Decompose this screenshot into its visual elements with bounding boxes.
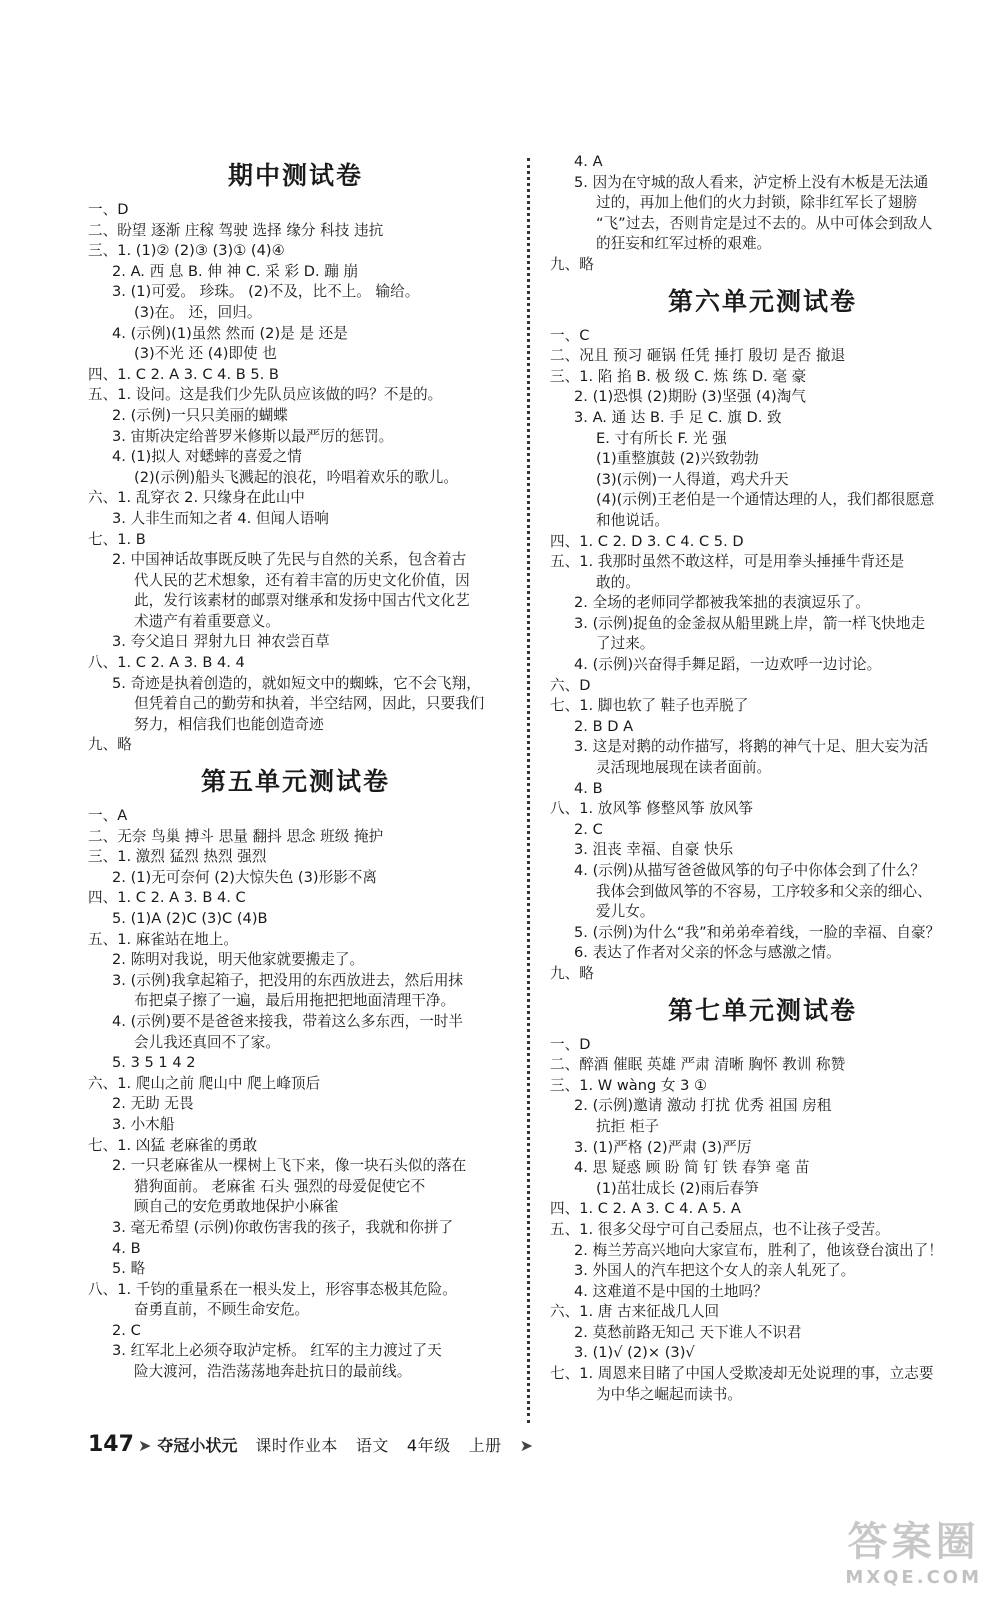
answer-line: 二、醉酒 催眠 英雄 严肃 清晰 胸怀 教训 称赞: [550, 1056, 846, 1074]
footer-subject: 语文: [355, 1436, 389, 1455]
answer-line: 一、A: [88, 807, 128, 825]
answer-line: 一、D: [550, 1035, 591, 1053]
page-footer: [88, 1432, 539, 1457]
unit4-continued-answers: [550, 152, 975, 276]
answer-line: 3. 毫无希望 (示例)你敢伤害我的孩子，我就和你拼了: [112, 1218, 454, 1236]
footer-book: 课时作业本: [255, 1436, 338, 1455]
answer-line: 3. (1)√ (2)× (3)√: [574, 1344, 695, 1362]
answer-line: 三、1. 陷 掐 B. 极 级 C. 炼 练 D. 毫 豪: [550, 367, 807, 385]
answer-line: 为中华之崛起而读书。: [596, 1385, 742, 1403]
arrow-icon: ➤: [519, 1436, 533, 1455]
watermark-url: MXQE.COM: [845, 1567, 982, 1588]
answer-line: 六、D: [550, 676, 591, 694]
watermark: [845, 1510, 982, 1588]
answer-line: 代人民的艺术想象，还有着丰富的历史文化价值，因: [134, 571, 470, 589]
answer-line: 5. 因为在守城的敌人看来，泸定桥上没有木板是无法通: [574, 173, 929, 191]
column-divider: [527, 158, 530, 1423]
answer-line: 五、1. 设问。这是我们少先队员应该做的吗？不是的。: [88, 386, 443, 404]
answer-line: 3. 外国人的汽车把这个女人的亲人轧死了。: [574, 1262, 856, 1280]
answer-line: 4. (示例)从描写爸爸做风筝的句子中你体会到了什么？: [574, 862, 926, 879]
answer-line: 过的，再加上他们的火力封锁，除非红军长了翅膀: [596, 194, 918, 212]
answer-line: 6. 表达了作者对父亲的怀念与感激之情。: [574, 944, 841, 962]
answer-line: E. 寸有所长 F. 光 强: [596, 429, 727, 447]
answer-line: 2. 陈明对我说，明天他家就要搬走了。: [112, 951, 365, 969]
answer-line: 灵活现地展现在读者面前。: [596, 759, 772, 777]
answer-line: (4)(示例)王老伯是一个通情达理的人，我们都很愿意: [596, 491, 935, 509]
answer-line: 5. (1)A (2)C (3)C (4)B: [112, 910, 268, 927]
answer-line: 四、1. C 2. A 3. B 4. C: [88, 889, 246, 907]
answer-line: 2. A. 西 息 B. 伸 神 C. 采 彩 D. 蹦 崩: [112, 262, 359, 280]
answer-line: 九、略: [550, 964, 594, 982]
answer-line: (2)(示例)船头飞溅起的浪花，吟唱着欢乐的歌儿。: [134, 468, 458, 486]
answer-line: 3. (示例)我拿起箱子，把没用的东西放进去，然后用抹: [112, 971, 464, 989]
answer-line: 我体会到做风筝的不容易，工序较多和父亲的细心、: [596, 882, 932, 900]
answer-line: 五、1. 我那时虽然不敢这样，可是用拳头捶捶牛背还是: [550, 553, 905, 571]
answer-line: 会儿我还真回不了家。: [134, 1033, 280, 1051]
answer-line: 3. 这是对鹅的动作描写，将鹅的神气十足、胆大妄为活: [574, 738, 929, 756]
answer-line: 3. 宙斯决定给普罗米修斯以最严厉的惩罚。: [112, 427, 394, 445]
footer-volume: 上册: [468, 1436, 502, 1455]
answer-line: 3. 夸父追日 羿射九日 神农尝百草: [112, 633, 330, 651]
answer-line: 爱儿女。: [596, 903, 655, 921]
answer-line: 2. 中国神话故事既反映了先民与自然的关系，包含着古: [112, 551, 467, 569]
answer-line: 2. (1)无可奈何 (2)大惊失色 (3)形影不离: [112, 868, 377, 886]
answer-line: 2. C: [574, 820, 603, 838]
answer-line: (3)(示例)一人得道，鸡犬升天: [596, 470, 789, 488]
answer-line: 险大渡河，浩浩荡荡地奔赴抗日的最前线。: [134, 1363, 412, 1381]
answer-line: 3. 人非生而知之者 4. 但闻人语响: [112, 509, 329, 527]
answer-line: 七、1. 脚也软了 鞋子也弄脱了: [550, 697, 749, 715]
answer-line: 3. 沮丧 幸福、自豪 快乐: [574, 841, 734, 859]
answer-line: 四、1. C 2. A 3. C 4. A 5. A: [550, 1200, 741, 1218]
answer-line: 九、略: [550, 255, 594, 273]
answer-line: 抗拒 柜子: [596, 1117, 660, 1135]
answer-line: 七、1. 周恩来目睹了中国人受欺凌却无处说理的事，立志要: [550, 1365, 934, 1383]
section-title-midterm: 期中测试卷: [227, 161, 363, 190]
answer-line: 2. 莫愁前路无知己 天下谁人不识君: [574, 1323, 802, 1341]
page-number: 147: [88, 1432, 134, 1457]
answer-line: 2. 梅兰芳高兴地向大家宣布，胜利了，他该登台演出了！: [574, 1241, 943, 1259]
answer-line: 八、1. 放风筝 修整风筝 放风筝: [550, 800, 753, 818]
answer-line: 3. A. 通 达 B. 手 足 C. 旗 D. 致: [574, 408, 782, 426]
answer-line: 但凭着自己的勤劳和执着，半空结网，因此，只要我们: [134, 695, 485, 713]
answer-line: 猎狗面前。 老麻雀 石头 强烈的母爱促使它不: [134, 1177, 426, 1195]
answer-line: 八、1. 千钧的重量系在一根头发上，形容事态极其危险。: [88, 1280, 457, 1298]
answer-line: 5. 3 5 1 4 2: [112, 1054, 196, 1072]
answer-line: 2. (示例)一只只美丽的蝴蝶: [112, 406, 288, 424]
answer-line: 三、1. (1)② (2)③ (3)① (4)④: [88, 242, 285, 260]
answer-line: 五、1. 麻雀站在地上。: [88, 930, 238, 948]
footer-grade: 4年级: [406, 1436, 451, 1455]
left-column: [88, 150, 503, 1383]
answer-line: 三、1. 激烈 猛烈 热烈 强烈: [88, 848, 267, 866]
answer-line: 一、D: [88, 201, 129, 218]
answer-line: 七、1. B: [88, 530, 146, 548]
answer-line: 奋勇直前，不顾生命安危。: [134, 1301, 310, 1319]
answer-line: 4. 这难道不是中国的土地吗？: [574, 1282, 768, 1300]
answer-line: 五、1. 很多父母宁可自己委屈点，也不让孩子受苦。: [550, 1220, 890, 1238]
answer-line: 术遗产有着重要意义。: [134, 612, 280, 630]
answer-line: 二、况且 预习 砸锅 任凭 捶打 殷切 是否 撤退: [550, 347, 846, 365]
answer-line: 3. (1)严格 (2)严肃 (3)严厉: [574, 1138, 752, 1156]
answer-line: 3. (1)可爱。 珍珠。 (2)不及，比不上。 输给。: [112, 283, 420, 301]
answer-line: 七、1. 凶猛 老麻雀的勇敢: [88, 1136, 258, 1154]
answer-line: 2. (1)恐惧 (2)期盼 (3)坚强 (4)淘气: [574, 388, 806, 406]
answer-line: 一、C: [550, 326, 590, 344]
unit7-answers: [550, 1035, 975, 1406]
section-title-unit6: 第六单元测试卷: [667, 286, 857, 316]
answer-line: 此，发行该素材的邮票对继承和发扬中国古代文化艺: [134, 592, 470, 610]
answer-line: 二、无奈 鸟巢 搏斗 思量 翻抖 思念 班级 掩护: [88, 827, 384, 845]
answer-line: 布把桌子擦了一遍，最后用拖把把地面清理干净。: [134, 992, 456, 1010]
answer-line: 的狂妄和红军过桥的艰难。: [596, 235, 772, 253]
right-column: [550, 152, 975, 1405]
answer-line: 敢的。: [596, 573, 640, 591]
section-title-unit7: 第七单元测试卷: [667, 995, 857, 1025]
answer-line: 4. (示例)兴奋得手舞足蹈，一边欢呼一边讨论。: [574, 656, 882, 674]
arrow-icon: ➤: [137, 1436, 152, 1455]
answer-line: 4. (示例)要不是爸爸来接我，带着这么多东西，一时半: [112, 1012, 464, 1030]
answer-line: 4. A: [574, 153, 603, 170]
answer-line: 顾自己的安危勇敢地保护小麻雀: [134, 1198, 339, 1216]
unit5-answers: [88, 806, 503, 1383]
answer-line: 六、1. 乱穿衣 2. 只缘身在此山中: [88, 489, 305, 507]
answer-line: 2. (示例)邀请 激动 打扰 优秀 祖国 房租: [574, 1097, 832, 1115]
answer-line: 3. 红军北上必须夺取泸定桥。 红军的主力渡过了天: [112, 1342, 442, 1360]
answer-line: 六、1. 爬山之前 爬山中 爬上峰顶后: [88, 1074, 321, 1092]
answer-line: (3)在。 还，回归。: [134, 303, 262, 321]
answer-line: “飞”过去，否则肯定是过不去的。从中可体会到敌人: [596, 214, 933, 232]
answer-line: (3)不光 还 (4)即使 也: [134, 345, 277, 363]
answer-line: 2. C: [112, 1321, 141, 1339]
answer-line: 了过来。: [596, 635, 655, 653]
answer-line: 2. 无助 无畏: [112, 1095, 194, 1113]
midterm-answers: [88, 200, 503, 756]
answer-line: 努力，相信我们也能创造奇迹: [134, 715, 324, 733]
answer-line: 4. B: [112, 1239, 141, 1257]
answer-line: 4. 思 疑惑 顾 盼 简 钉 铁 春笋 毫 苗: [574, 1159, 810, 1177]
answer-line: 和他说话。: [596, 511, 669, 529]
answer-line: 4. (1)拟人 对蟋蟀的喜爱之情: [112, 448, 302, 466]
answer-line: 2. B D A: [574, 717, 634, 735]
answer-line: (1)重整旗鼓 (2)兴致勃勃: [596, 450, 759, 468]
answer-line: 3. 小木船: [112, 1115, 175, 1133]
answer-line: (1)茁壮成长 (2)雨后春笋: [596, 1179, 759, 1197]
answer-line: 三、1. W wàng 女 3 ①: [550, 1076, 708, 1094]
answer-line: 2. 一只老麻雀从一棵树上飞下来，像一块石头似的落在: [112, 1157, 467, 1175]
answer-line: 5. 略: [112, 1260, 146, 1278]
section-title-unit5: 第五单元测试卷: [200, 767, 390, 797]
answer-line: 5. 奇迹是执着创造的，就如短文中的蜘蛛，它不会飞翔，: [112, 674, 481, 692]
answer-line: 八、1. C 2. A 3. B 4. 4: [88, 654, 245, 672]
footer-brand: 夺冠小状元: [157, 1436, 238, 1455]
answer-line: 4. (示例)(1)虽然 然而 (2)是 是 还是: [112, 324, 348, 342]
answer-line: 3. (示例)捉鱼的金釜叔从船里跳上岸，箭一样飞快地走: [574, 614, 926, 632]
watermark-logo: 答案圈: [847, 1519, 980, 1565]
answer-line: 二、盼望 逐渐 庄稼 驾驶 选择 缘分 科技 违抗: [88, 221, 384, 239]
answer-line: 4. B: [574, 779, 603, 797]
answer-line: 四、1. C 2. D 3. C 4. C 5. D: [550, 532, 744, 550]
answer-line: 2. 全场的老师同学都被我笨拙的表演逗乐了。: [574, 594, 870, 612]
answer-line: 四、1. C 2. A 3. C 4. B 5. B: [88, 365, 279, 383]
answer-line: 九、略: [88, 736, 132, 754]
unit6-answers: [550, 326, 975, 985]
answer-line: 5. (示例)为什么“我”和弟弟牵着线，一脸的幸福、自豪？: [574, 923, 941, 941]
answer-line: 六、1. 唐 古来征战几人回: [550, 1303, 720, 1321]
